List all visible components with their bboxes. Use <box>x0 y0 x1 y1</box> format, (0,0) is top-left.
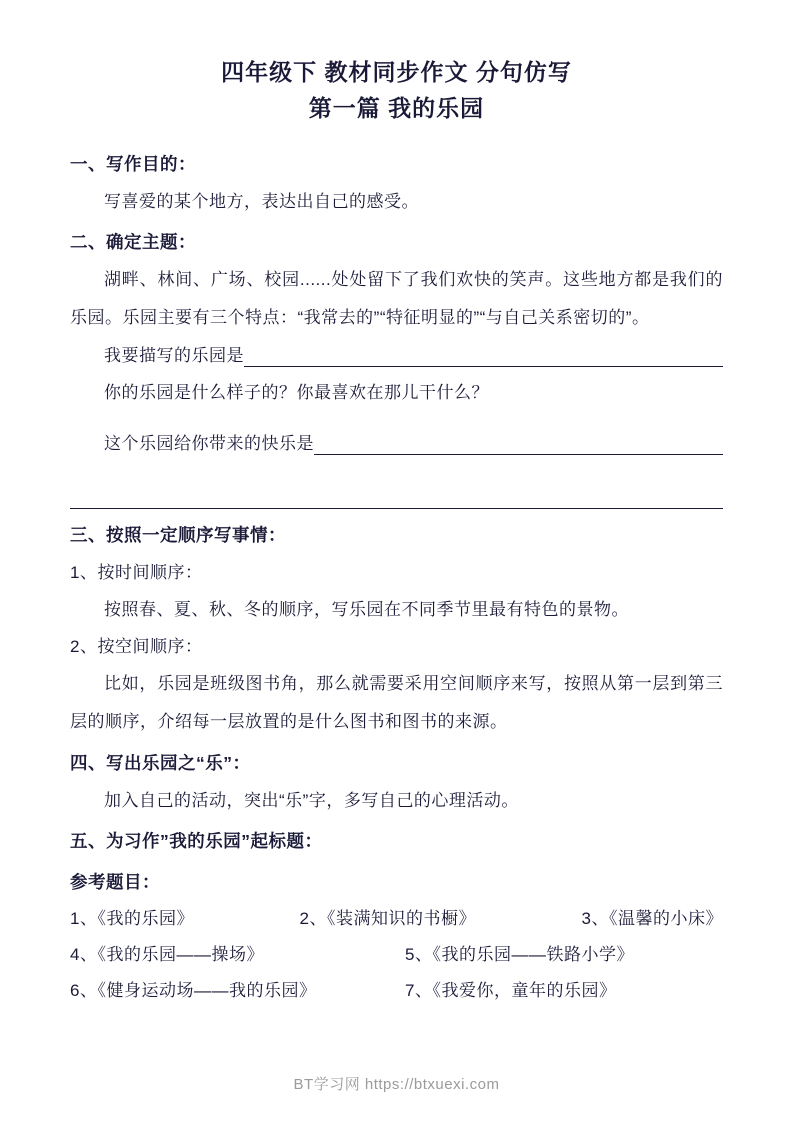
section-3-item1-body: 按照春、夏、秋、冬的顺序，写乐园在不同季节里最有特色的景物。 <box>104 600 629 619</box>
blank-line-full <box>70 462 723 509</box>
reference-title-5: 5、《我的乐园——铁路小学》 <box>405 945 634 964</box>
section-2-question: 你的乐园是什么样子的？你最喜欢在那儿干什么？ <box>104 383 489 402</box>
reference-title-3: 3、《温馨的小床》 <box>581 909 723 928</box>
section-5-subheading: 参考题目： <box>70 872 160 892</box>
section-3-item2-body: 比如，乐园是班级图书角，那么就需要采用空间顺序来写，按照从第一层到第三层的顺序，介绍每一层放置的是什么图书和图书的来源。 <box>70 674 723 731</box>
blank-underline <box>314 454 723 455</box>
reference-titles-row-3 <box>70 973 723 1009</box>
section-3-item2-heading: 2、按空间顺序： <box>70 637 203 656</box>
reference-title-6: 6、《健身运动场——我的乐园》 <box>70 981 317 1000</box>
reference-title-1: 1、《我的乐园》 <box>70 909 194 928</box>
section-5-heading: 五、为习作”我的乐园”起标题： <box>70 831 323 851</box>
fill-line-happiness <box>70 425 723 462</box>
section-1-heading: 一、写作目的： <box>70 154 196 174</box>
doc-title-line1: 四年级下 教材同步作文 分句仿写 <box>221 59 572 85</box>
fill-line-happiness-label: 这个乐园给你带来的快乐是 <box>104 434 314 453</box>
reference-titles-row-1 <box>70 901 723 937</box>
fill-line-my-paradise <box>70 337 723 374</box>
blank-underline <box>244 366 723 367</box>
section-2-heading: 二、确定主题： <box>70 232 196 252</box>
section-3-heading: 三、按照一定顺序写事情： <box>70 525 286 545</box>
reference-title-4: 4、《我的乐园——操场》 <box>70 945 264 964</box>
section-3-item1-heading: 1、按时间顺序： <box>70 563 203 582</box>
section-2-paragraph: 湖畔、林间、广场、校园......处处留下了我们欢快的笑声。这些地方都是我们的乐园。乐园主要有三个特点：“我常去的”“特征明显的”“与自己关系密切的”。 <box>70 270 723 327</box>
spacer <box>70 411 723 425</box>
doc-title-line2: 第一篇 我的乐园 <box>308 95 485 121</box>
site-watermark: BT学习网 https://btxuexi.com <box>293 1076 500 1093</box>
section-4-heading: 四、写出乐园之“乐”： <box>70 753 251 773</box>
reference-title-7: 7、《我爱你，童年的乐园》 <box>405 981 617 1000</box>
fill-line-my-paradise-label: 我要描写的乐园是 <box>104 346 244 365</box>
section-1-body: 写喜爱的某个地方，表达出自己的感受。 <box>104 192 419 211</box>
section-4-body: 加入自己的活动，突出“乐”字，多写自己的心理活动。 <box>104 791 519 810</box>
reference-title-2: 2、《装满知识的书橱》 <box>299 909 476 928</box>
reference-titles-row-2 <box>70 937 723 973</box>
